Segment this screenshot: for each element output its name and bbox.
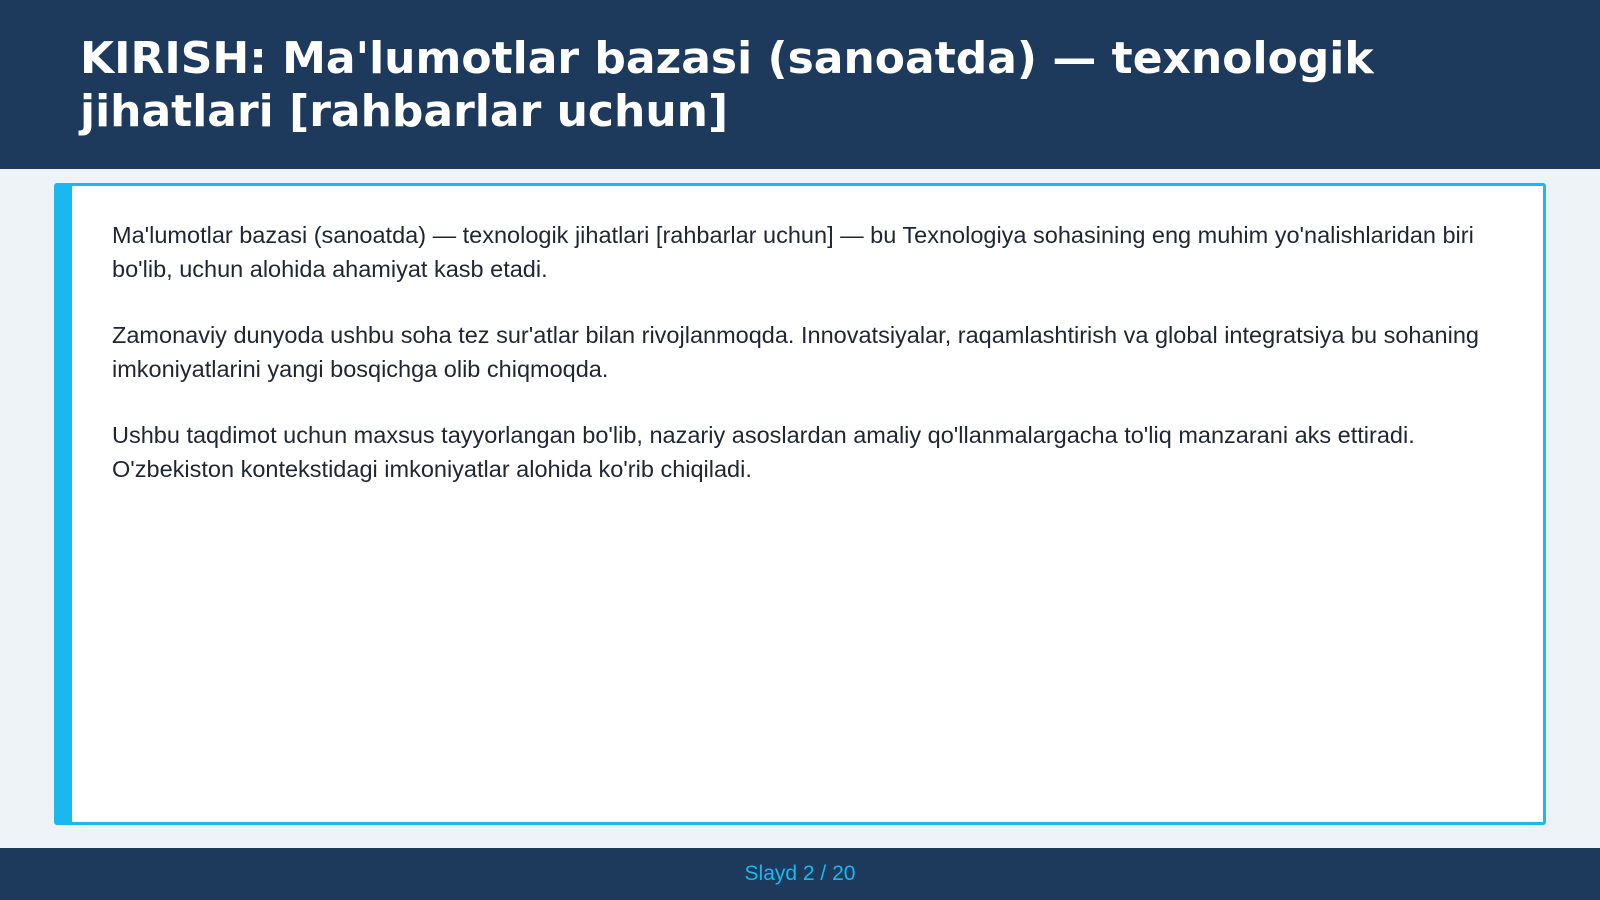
slide-counter: Slayd 2 / 20 bbox=[744, 862, 856, 885]
slide-footer bbox=[0, 848, 1600, 900]
slide-title: KIRISH: Ma'lumotlar bazasi (sanoatda) — texnologik jihatlari [rahbarlar uchun] bbox=[80, 33, 1374, 137]
presentation-purpose-paragraph: Ushbu taqdimot uchun maxsus tayyorlangan bo'lib, nazariy asoslardan amaliy qo'llanmalargacha to'liq manzarani aks ettiradi. O'zbekiston kontekstidagi imkoniyatlar alohida ko'rib chiqiladi. bbox=[112, 422, 1415, 482]
content-card bbox=[54, 183, 1546, 825]
modern-world-paragraph: Zamonaviy dunyoda ushbu soha tez sur'atlar bilan rivojlanmoqda. Innovatsiyalar, raqamlashtirish va global integratsiya bu sohaning imkoniyatlarini yangi bosqichga olib chiqmoqda. bbox=[112, 322, 1479, 382]
intro-paragraph: Ma'lumotlar bazasi (sanoatda) — texnologik jihatlari [rahbarlar uchun] — bu Texnologiya sohasining eng muhim yo'nalishlaridan biri bo'lib, uchun alohida ahamiyat kasb etadi. bbox=[112, 222, 1474, 282]
slide-header bbox=[0, 0, 1600, 169]
